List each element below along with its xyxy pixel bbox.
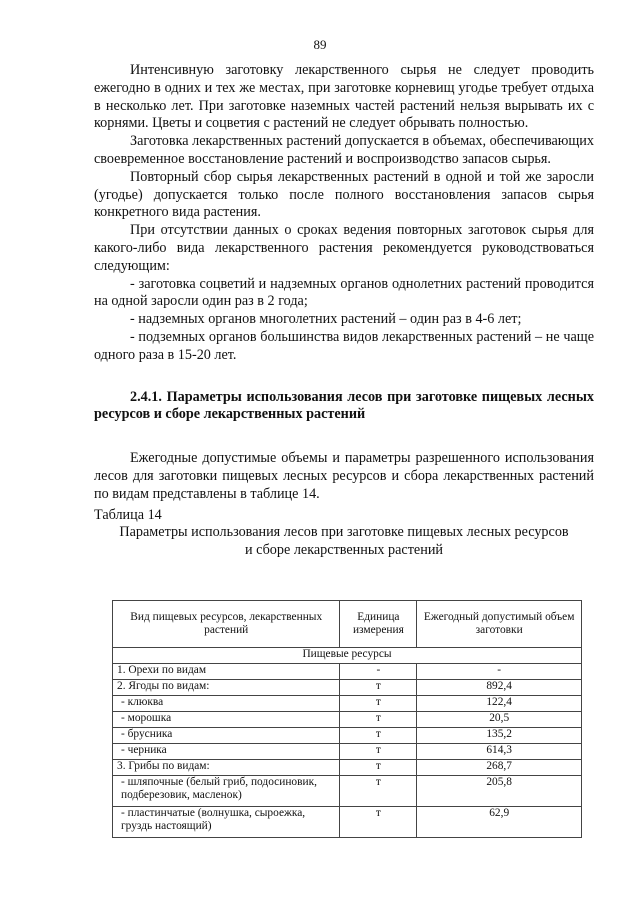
cell-volume: 892,4 <box>417 680 582 696</box>
table-title-line1: Параметры использования лесов при заготовке пищевых лесных ресурсов <box>119 524 569 541</box>
cell-volume: 122,4 <box>417 696 582 712</box>
resources-table <box>112 600 582 838</box>
cell-unit: т <box>340 807 417 838</box>
spacer <box>94 424 594 450</box>
header-resource-type: Вид пищевых ресурсов, лекарственных растений <box>113 601 340 648</box>
section-heading: 2.4.1. Параметры использования лесов при заготовке пищевых лесных ресурсов и сборе лекарственных растений <box>94 388 594 423</box>
paragraph: При отсутствии данных о сроках ведения повторных заготовок сырья для какого-либо вида лекарственного растения рекомендуется руководствоваться следующим: <box>94 222 594 274</box>
table-row <box>113 680 582 696</box>
table-row <box>113 760 582 776</box>
table-row <box>113 776 582 807</box>
cell-volume: 205,8 <box>417 776 582 807</box>
table-row <box>113 664 582 680</box>
table-number: Таблица 14 <box>94 506 162 523</box>
cell-unit: т <box>340 760 417 776</box>
cell-name: - брусника <box>113 728 340 744</box>
header-unit: Единица измерения <box>340 601 417 648</box>
cell-volume: 20,5 <box>417 712 582 728</box>
header-volume: Ежегодный допустимый объем заготовки <box>417 601 582 648</box>
table-section-row <box>113 648 582 664</box>
cell-volume: 614,3 <box>417 744 582 760</box>
cell-volume: 62,9 <box>417 807 582 838</box>
table-title-line2: и сборе лекарственных растений <box>244 542 444 559</box>
paragraph: Повторный сбор сырья лекарственных растений в одной и той же заросли (угодье) допускается только после полного восстановления запасов сырья конкретного вида растения. <box>94 168 594 221</box>
list-item: - надземных органов многолетних растений – один раз в 4-6 лет; <box>130 311 522 328</box>
section-food-resources: Пищевые ресурсы <box>113 648 582 664</box>
cell-unit: т <box>340 712 417 728</box>
paragraph: Интенсивную заготовку лекарственного сырья не следует проводить ежегодно в одних и тех же местах, при заготовке корневищ угодье требует отдыха в несколько лет. При заготовке наземных частей растений нельзя вырывать их с корнями. Цветы и соцветия с растений не следует обрывать полностью. <box>94 62 594 132</box>
cell-name: 2. Ягоды по видам: <box>113 680 340 696</box>
table-row <box>113 728 582 744</box>
cell-unit: т <box>340 680 417 696</box>
cell-unit: т <box>340 776 417 807</box>
cell-name: - шляпочные (белый гриб, подосиновик, подберезовик, масленок) <box>113 776 340 807</box>
cell-name: - черника <box>113 744 340 760</box>
cell-name: - морошка <box>113 712 340 728</box>
cell-unit: т <box>340 744 417 760</box>
cell-unit: т <box>340 728 417 744</box>
cell-unit: - <box>340 664 417 680</box>
page-number: 89 <box>313 37 327 52</box>
list-item: - подземных органов большинства видов лекарственных растений – не чаще одного раза в 15-20 лет. <box>94 328 594 363</box>
cell-name: 1. Орехи по видам <box>113 664 340 680</box>
table-row <box>113 712 582 728</box>
table-title <box>94 524 594 560</box>
cell-name: 3. Грибы по видам: <box>113 760 340 776</box>
cell-name: - пластинчатые (волнушка, сыроежка, груздь настоящий) <box>113 807 340 838</box>
list-item: - заготовка соцветий и надземных органов однолетних растений проводится на одной заросли один раз в 2 года; <box>94 275 594 310</box>
paragraph: Заготовка лекарственных растений допускается в объемах, обеспечивающих своевременное восстановление растений и воспроизводство запасов сырья. <box>94 133 594 167</box>
intro-paragraph: Ежегодные допустимые объемы и параметры разрешенного использования лесов для заготовки пищевых лесных ресурсов и сбора лекарственных растений по видам представлены в таблице 14. <box>94 450 594 502</box>
body-text <box>94 62 594 560</box>
cell-unit: т <box>340 696 417 712</box>
table-row <box>113 807 582 838</box>
table-row <box>113 696 582 712</box>
table-row <box>113 744 582 760</box>
cell-volume: 135,2 <box>417 728 582 744</box>
cell-volume: 268,7 <box>417 760 582 776</box>
cell-volume: - <box>417 664 582 680</box>
cell-name: - клюква <box>113 696 340 712</box>
table-header-row <box>113 601 582 648</box>
